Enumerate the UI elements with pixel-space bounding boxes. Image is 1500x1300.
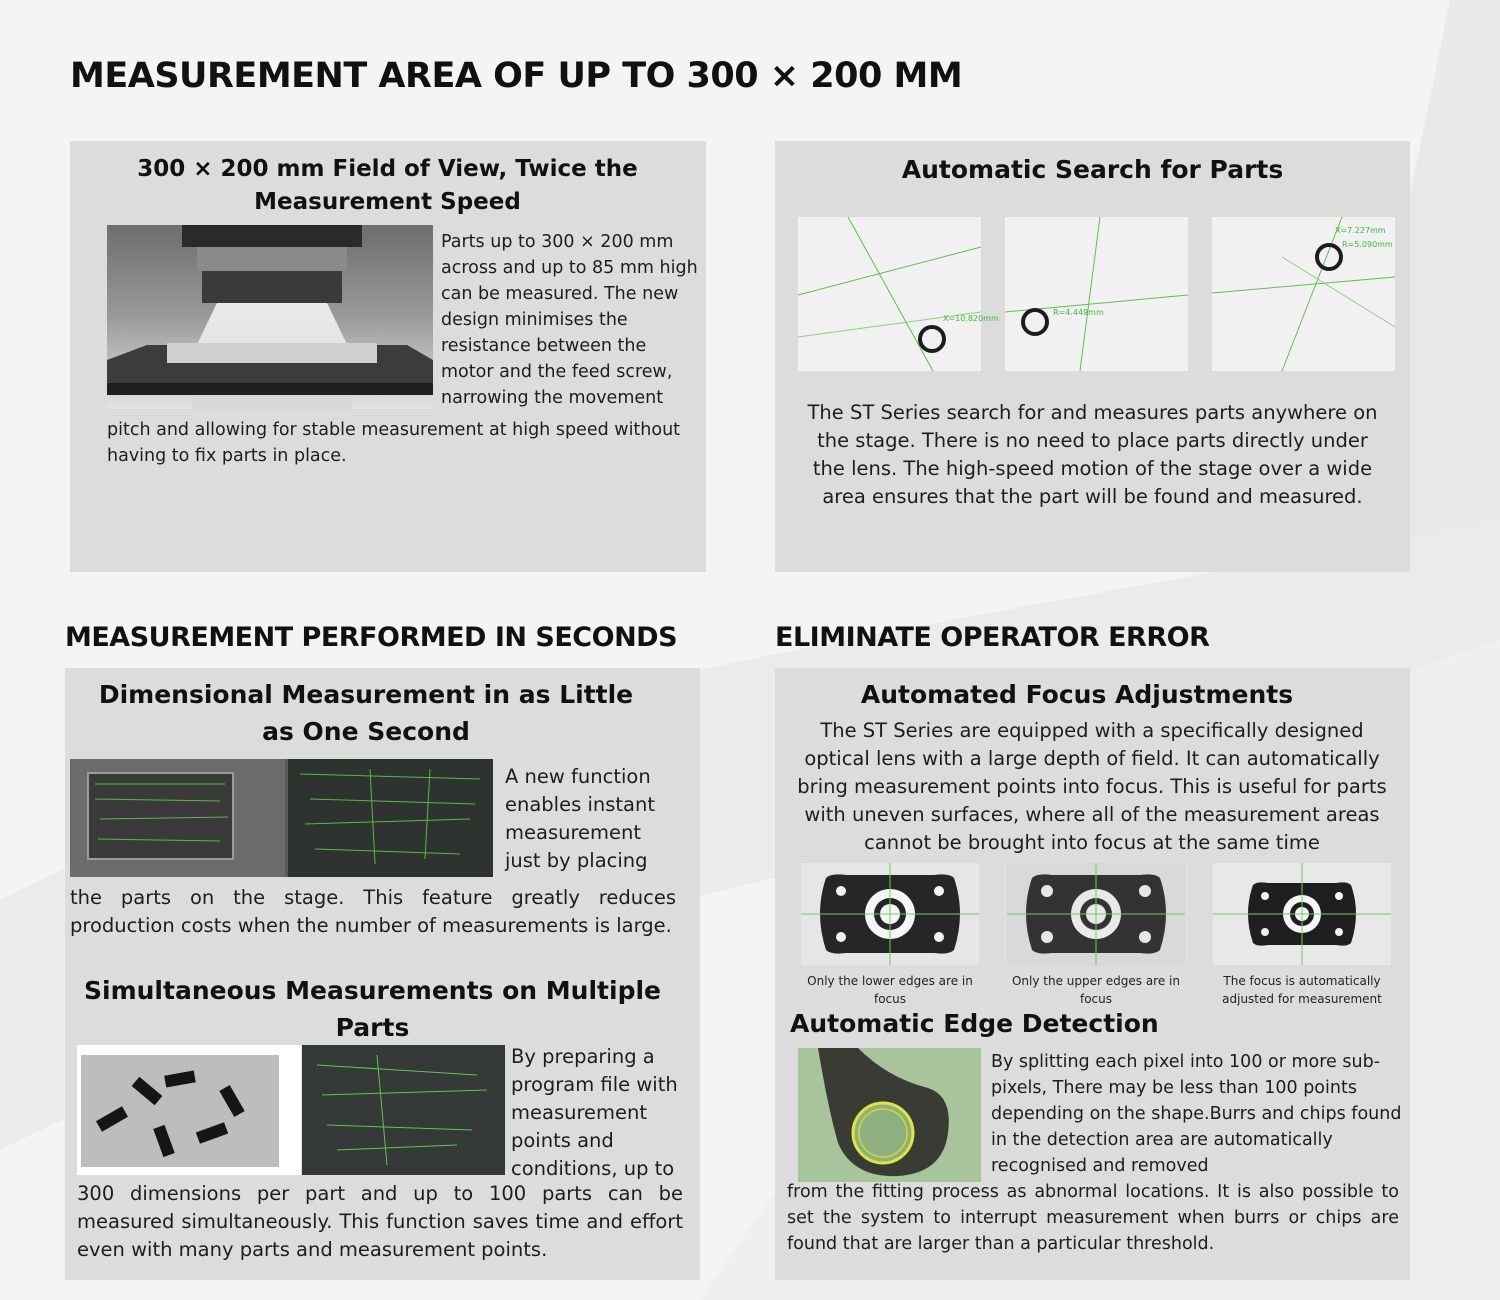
focus-caption-auto: The focus is automatically adjusted for measurement [1222,974,1382,1006]
focus-caption-lower: Only the lower edges are in focus [807,974,973,1006]
edge-title: Automatic Edge Detection [790,1009,1159,1038]
simultaneous-image [77,1045,505,1175]
search-image-2 [1005,217,1188,371]
page-title: MEASUREMENT AREA OF UP TO 300 × 200 MM [70,56,963,96]
field-of-view-panel [70,141,706,572]
edge-detection-image [798,1048,981,1182]
focus-title: Automated Focus Adjustments [860,680,1294,709]
search-image-2-label: R=4.449mm [1053,308,1104,317]
field-of-view-title: 300 × 200 mm Field of View, Twice the Measurement Speed [137,156,638,215]
dimensional-text-bottom: the parts on the stage. This feature greatly reduces production costs when the number of measurements is large. [70,886,676,937]
seconds-heading: MEASUREMENT PERFORMED IN SECONDS [65,622,678,653]
search-image-3-label-a: X=7.227mm [1335,226,1386,235]
edge-text-right: By splitting each pixel into 100 or more sub-pixels, There may be less than 100 points depending on the shape.Burrs and chips found in the detection area are automatically recognised and removed [991,1052,1402,1176]
auto-search-panel [775,141,1410,572]
focus-image-lower [801,863,979,965]
focus-text: The ST Series are equipped with a specifically designed optical lens with a large depth of field. It can automatically bring measurement points into focus. This is useful for parts with uneven surfaces, where all of the measurement areas cannot be brought into focus at the same time [797,719,1387,854]
auto-search-text: The ST Series search for and measures parts anywhere on the stage. There is no need to place parts directly under the lens. The high-speed motion of the stage over a wide area ensures that the part will be found and measured. [807,401,1378,508]
seconds-panel [65,668,700,1280]
dimensional-text-right: A new function enables instant measurement just by placing [505,765,655,872]
simultaneous-text-bottom: 300 dimensions per part and up to 100 parts can be measured simultaneously. This function saves time and effort even with many parts and measurement points. [77,1182,683,1261]
auto-search-title: Automatic Search for Parts [901,155,1284,184]
field-of-view-text-bottom: pitch and allowing for stable measurement at high speed without having to fix parts in place. [107,420,681,466]
field-of-view-text-right: Parts up to 300 × 200 mm across and up to 85 mm high can be measured. The new design minimises the resistance between the motor and the feed screw, narrowing the movement [441,232,698,408]
focus-image-auto [1213,863,1391,965]
dimensional-title: Dimensional Measurement in as Little as One Second [98,680,634,746]
search-image-3-label-b: R=5.090mm [1342,240,1393,249]
edge-text-bottom: from the fitting process as abnormal locations. It is also possible to set the system to interrupt measurement when burrs or chips are found that are larger than a particular threshold. [787,1182,1399,1254]
simultaneous-title: Simultaneous Measurements on Multiple Parts [84,976,661,1042]
simultaneous-text-right: By preparing a program file with measurement points and conditions, up to [511,1045,678,1180]
focus-caption-upper: Only the upper edges are in focus [1011,974,1180,1006]
operator-heading: ELIMINATE OPERATOR ERROR [775,622,1210,653]
dimensional-image [70,759,493,877]
search-image-1 [798,217,999,371]
search-image-3 [1212,217,1395,371]
focus-image-upper [1007,863,1185,965]
operator-panel [775,668,1410,1280]
search-image-1-label: X=10.820mm [943,314,999,323]
measuring-machine-image [107,225,433,409]
